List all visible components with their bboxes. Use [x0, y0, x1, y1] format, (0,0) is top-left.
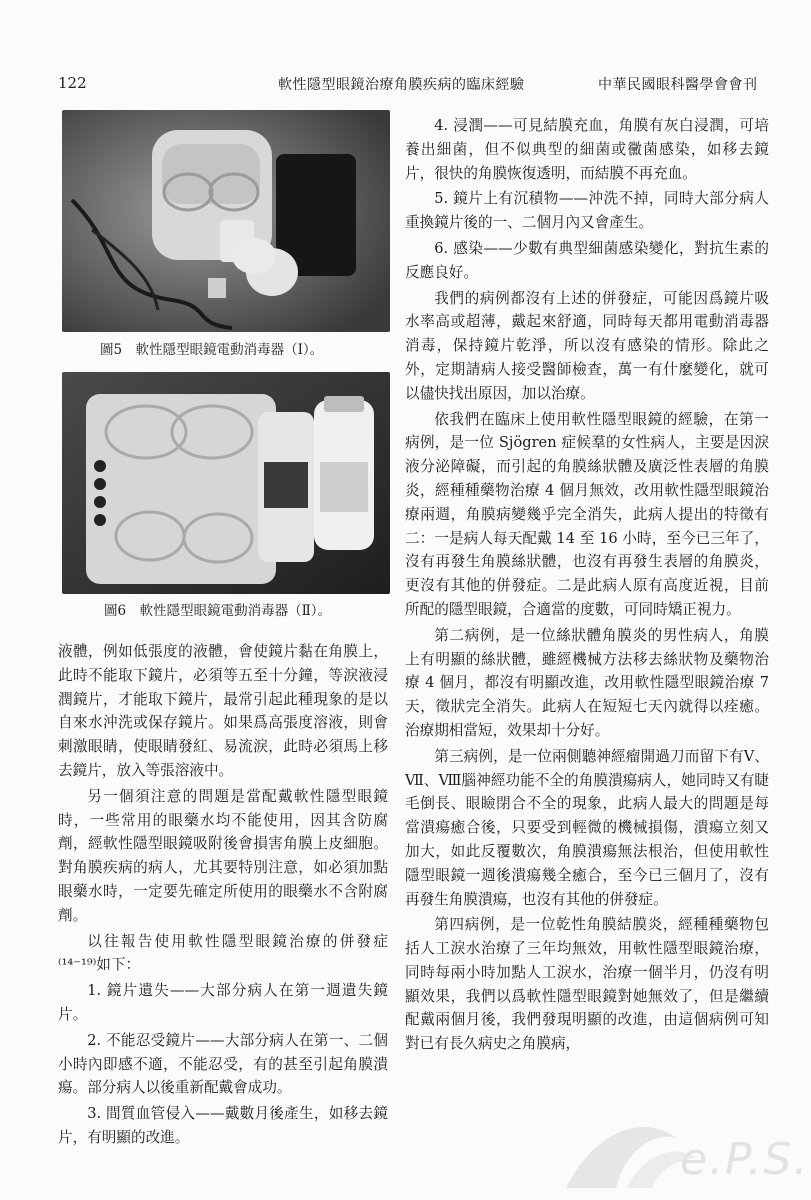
paragraph: 第二病例，是一位絲狀體角膜炎的男性病人，角膜上有明顯的絲狀體，雖經機械方法移去絲狀物及藥物治療 4 個月，都沒有明顯改進，改用軟性隱型眼鏡治療 7 天，徵狀完全消失。此病人在短短七天內就得以痊癒。治療期相當短，效果却十分好。 [405, 626, 769, 739]
paragraph: 我們的病例都沒有上述的併發症，可能因爲鏡片吸水率高或超薄，戴起來舒適，同時每天都用電動消毒器消毒，保持鏡片乾淨，所以沒有感染的情形。除此之外，定期請病人接受醫師檢查，萬一有什麼變化，就可以儘快找出原因，加以治療。 [405, 289, 769, 402]
list-item: 6. 感染——少數有典型細菌感染變化，對抗生素的反應良好。 [405, 239, 769, 281]
figure-6-caption: 圖6 軟性隱型眼鏡電動消毒器（Ⅱ）。 [104, 603, 332, 619]
paragraph: 以往報告使用軟性隱型眼鏡治療的併發症⁽¹⁴⁻¹⁹⁾如下： [58, 932, 388, 974]
running-title: 軟性隱型眼鏡治療角膜疾病的臨床經驗 [278, 77, 525, 93]
list-item: 5. 鏡片上有沉積物——沖洗不掉，同時大部分病人重換鏡片後的一、二個月內又會產生。 [405, 190, 769, 232]
figure-5-caption: 圖5 軟性隱型眼鏡電動消毒器（Ⅰ）。 [100, 342, 324, 358]
list-item: 3. 間質血管侵入——戴數月後產生，如移去鏡片，有明顯的改進。 [58, 1105, 388, 1146]
figure-5-photo [62, 110, 390, 332]
paragraph: 液體，例如低張度的液體，會使鏡片黏在角膜上，此時不能取下鏡片，必須等五至十分鐘，等淚液浸潤鏡片，才能取下鏡片，最常引起此種現象的是以自來水沖洗或保存鏡片。如果爲高張度溶液，則會刺激眼睛，使眼睛發紅、易流淚，此時必須馬上移去鏡片，放入等張溶液中。 [58, 643, 388, 779]
figure-6-photo [62, 372, 390, 594]
paragraph: 第三病例，是一位兩側聽神經瘤開過刀而留下有Ⅴ、Ⅶ、Ⅷ腦神經功能不全的角膜潰瘍病人，她同時又有睫毛倒長、眼瞼閉合不全的現象，此病人最大的問題是每當潰瘍癒合後，只要受到輕微的機械損傷，潰瘍立刻又加大，如此反覆數次，角膜潰瘍無法根治，但使用軟性隱型眼鏡一週後潰瘍幾全癒合，至今已三個月了，沒有再發生角膜潰瘍，也沒有其他的併發症。 [405, 747, 769, 908]
page-number: 122 [58, 74, 87, 92]
right-column-text [405, 114, 769, 1058]
list-item: 4. 浸潤——可見結膜充血，角膜有灰白浸潤，可培養出細菌，但不似典型的細菌或黴菌感染，如移去鏡片，很快的角膜恢復透明，而結膜不再充血。 [405, 117, 769, 182]
watermark-text: e.P.S. [680, 1134, 810, 1185]
paragraph: 另一個須注意的問題是當配戴軟性隱型眼鏡時，一些常用的眼藥水均不能使用，因其含防腐劑，經軟性隱型眼鏡吸附後會損害角膜上皮細胞。對角膜疾病的病人，尤其要特別注意，如必須加點眼藥水時，一定要先確定所使用的眼藥水不含附腐劑。 [58, 787, 388, 924]
journal-name: 中華民國眼科醫學會會刊 [598, 77, 758, 93]
left-column-text [58, 640, 388, 1152]
list-item: 2. 不能忍受鏡片——大部分病人在第一、二個小時內即感不適，不能忍受，有的甚至引起角膜潰瘍。部分病人以後重新配戴會成功。 [58, 1031, 388, 1097]
paragraph: 依我們在臨床上使用軟性隱型眼鏡的經驗，在第一病例，是一位 Sjögren 症候羣的女性病人，主要是因淚液分泌障礙，而引起的角膜絲狀體及廣泛性表層的角膜炎，經種種藥物治療 4 個月無效，改用軟性隱型眼鏡治療兩週，角膜病變幾乎完全消失，此病人提出的特徵有二：一是病人每天配戴 14 至 16 小時，至今已三年了，沒有再發生角膜絲狀體，也沒有再發生表層的角膜炎，更沒有其他的併發症。二是此病人原有高度近視，目前所配的隱型眼鏡，合適當的度數，可同時矯正視力。 [405, 410, 769, 618]
list-item: 1. 鏡片遺失——大部分病人在第一週遺失鏡片。 [58, 982, 388, 1023]
paragraph: 第四病例，是一位乾性角膜結膜炎，經種種藥物包括人工淚水治療了三年均無效，用軟性隱型眼鏡治療，同時每兩小時加點人工淚水，治療一個半月，仍沒有明顯效果，我們以爲軟性隱型眼鏡對她無效了，但是繼續配戴兩個月後，我們發現明顯的改進，由這個病例可知對已有長久病史之角膜病， [405, 916, 769, 1053]
